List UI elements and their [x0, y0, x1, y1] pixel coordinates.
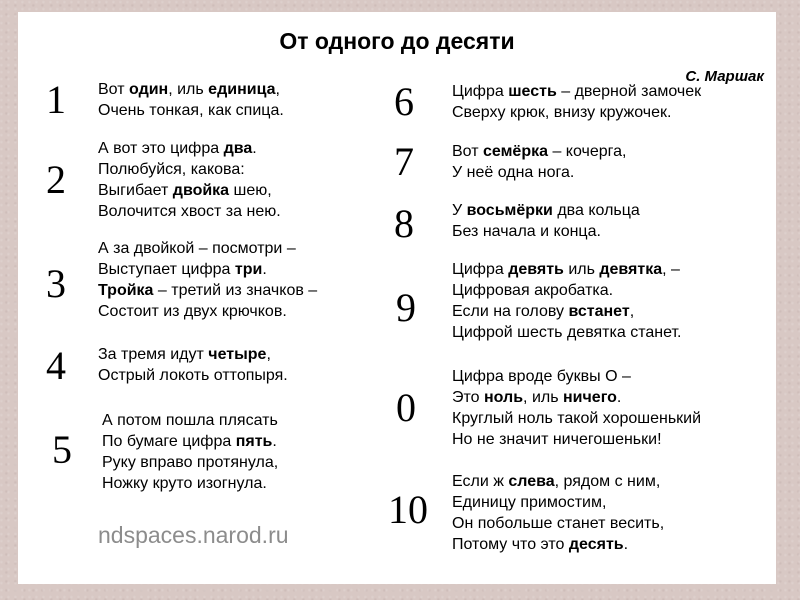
poem-line: [98, 301, 317, 322]
highlighted-word: шесть: [508, 83, 557, 100]
line-text: Состоит из двух крючков.: [98, 303, 287, 320]
poem-line: [98, 138, 281, 159]
line-text: , иль: [168, 81, 209, 98]
poem-line: [98, 180, 281, 201]
line-text: Вот: [452, 143, 483, 160]
poem-line: [452, 429, 701, 450]
line-text: ,: [629, 303, 635, 320]
numeral-10: 10: [388, 487, 428, 532]
line-text: , рядом с ним,: [554, 473, 661, 490]
line-text: Цифра: [452, 261, 509, 278]
highlighted-word: два: [223, 140, 253, 157]
line-text: .: [623, 536, 629, 553]
poem-line: [98, 201, 281, 222]
highlighted-word: семёрка: [483, 143, 548, 160]
stanza-9: [452, 259, 681, 343]
line-text: .: [252, 140, 257, 157]
line-text: У неё одна нога.: [452, 164, 575, 181]
numeral-7: 7: [394, 139, 414, 184]
watermark-text: ndspaces.narod.ru: [98, 522, 289, 548]
line-text: Цифрой шесть девятка станет.: [452, 324, 682, 341]
highlighted-word: единица: [208, 81, 276, 98]
author-name: С. Маршак: [685, 68, 764, 85]
line-text: Цифра вроде буквы О –: [452, 368, 631, 385]
stanza-3: [98, 238, 317, 322]
line-text: Выгибает: [98, 182, 173, 199]
poem-line: [102, 431, 278, 452]
highlighted-word: встанет: [568, 303, 630, 320]
line-text: Без начала и конца.: [452, 223, 601, 240]
line-text: Руку вправо протянула,: [102, 454, 279, 471]
line-text: Если ж: [452, 473, 509, 490]
highlighted-word: десять: [568, 536, 624, 553]
line-text: Волочится хвост за нею.: [98, 203, 281, 220]
highlighted-word: девять: [508, 261, 564, 278]
line-text: Потому что это: [452, 536, 569, 553]
highlighted-word: один: [129, 81, 169, 98]
poem-line: [452, 200, 640, 221]
poem-line: [452, 492, 664, 513]
numeral-5: 5: [52, 427, 72, 472]
line-text: Цифра: [452, 83, 509, 100]
numeral-0: 0: [396, 385, 416, 430]
poem-line: [452, 408, 701, 429]
poem-line: [452, 280, 681, 301]
poem-line: [102, 473, 278, 494]
stanza-7: [452, 141, 626, 183]
line-text: Очень тонкая, как спица.: [98, 102, 284, 119]
poem-line: [452, 162, 626, 183]
line-text: Сверху крюк, внизу кружочек.: [452, 104, 672, 121]
stanza-5: [102, 410, 278, 494]
stanza-8: [452, 200, 640, 242]
poem-line: [102, 452, 278, 473]
poem-line: [98, 280, 317, 301]
highlighted-word: ничего: [563, 389, 617, 406]
line-text: , –: [662, 261, 680, 278]
numeral-1: 1: [46, 77, 66, 122]
highlighted-word: восьмёрки: [466, 202, 553, 219]
line-text: , иль: [523, 389, 563, 406]
poem-line: [452, 141, 626, 162]
poem-line: [452, 221, 640, 242]
highlighted-word: слева: [508, 473, 555, 490]
line-text: Ножку круто изогнула.: [102, 475, 267, 492]
line-text: ,: [275, 81, 280, 98]
highlighted-word: Тройка: [98, 282, 154, 299]
poem-line: [102, 410, 278, 431]
line-text: Выступает цифра: [98, 261, 235, 278]
line-text: иль: [563, 261, 600, 278]
line-text: А вот это цифра: [98, 140, 224, 157]
stanza-10: [452, 471, 664, 555]
stanza-2: [98, 138, 281, 222]
line-text: Полюбуйся, какова:: [98, 161, 245, 178]
poem-line: [98, 259, 317, 280]
line-text: Вот: [98, 81, 129, 98]
numeral-4: 4: [46, 343, 66, 388]
line-text: Единицу примостим,: [452, 494, 607, 511]
numeral-2: 2: [46, 157, 66, 202]
stanza-4: [98, 344, 288, 386]
line-text: Но не значит ничегошеньки!: [452, 431, 662, 448]
line-text: .: [262, 261, 267, 278]
poem-line: [452, 513, 664, 534]
line-text: По бумаге цифра: [102, 433, 236, 450]
line-text: Цифровая акробатка.: [452, 282, 614, 299]
poem-line: [98, 79, 284, 100]
highlighted-word: три: [234, 261, 263, 278]
stanza-1: [98, 79, 284, 121]
highlighted-word: двойка: [172, 182, 230, 199]
poem-line: [452, 102, 701, 123]
line-text: Это: [452, 389, 484, 406]
poem-line: [98, 365, 288, 386]
poem-line: [452, 366, 701, 387]
numeral-9: 9: [396, 285, 416, 330]
numeral-3: 3: [46, 261, 66, 306]
line-text: Острый локоть оттопыря.: [98, 367, 288, 384]
line-text: – третий из значков –: [153, 282, 318, 299]
stanza-0: [452, 366, 701, 450]
poem-line: [452, 322, 681, 343]
highlighted-word: ноль: [484, 389, 524, 406]
line-text: Если на голову: [452, 303, 569, 320]
poem-line: [452, 81, 701, 102]
highlighted-word: четыре: [208, 346, 267, 363]
poem-sheet: [18, 12, 776, 584]
line-text: .: [616, 389, 622, 406]
line-text: .: [272, 433, 277, 450]
line-text: – кочерга,: [548, 143, 627, 160]
highlighted-word: пять: [235, 433, 273, 450]
poem-line: [452, 534, 664, 555]
line-text: А за двойкой – посмотри –: [98, 240, 296, 257]
poem-line: [98, 344, 288, 365]
line-text: За тремя идут: [98, 346, 209, 363]
poem-line: [98, 159, 281, 180]
poem-line: [452, 471, 664, 492]
highlighted-word: девятка: [599, 261, 663, 278]
poem-line: [452, 301, 681, 322]
numeral-8: 8: [394, 201, 414, 246]
line-text: шею,: [229, 182, 272, 199]
poem-line: [452, 259, 681, 280]
line-text: два кольца: [552, 202, 640, 219]
poem-line: [98, 100, 284, 121]
line-text: Он побольше станет весить,: [452, 515, 665, 532]
stanza-6: [452, 81, 701, 123]
page-title: От одного до десяти: [279, 28, 515, 54]
line-text: Круглый ноль такой хорошенький: [452, 410, 702, 427]
poem-line: [452, 387, 701, 408]
line-text: ,: [266, 346, 271, 363]
numeral-6: 6: [394, 79, 414, 124]
line-text: У: [452, 202, 467, 219]
line-text: А потом пошла плясать: [102, 412, 278, 429]
poem-line: [98, 238, 317, 259]
line-text: – дверной замочек: [556, 83, 702, 100]
